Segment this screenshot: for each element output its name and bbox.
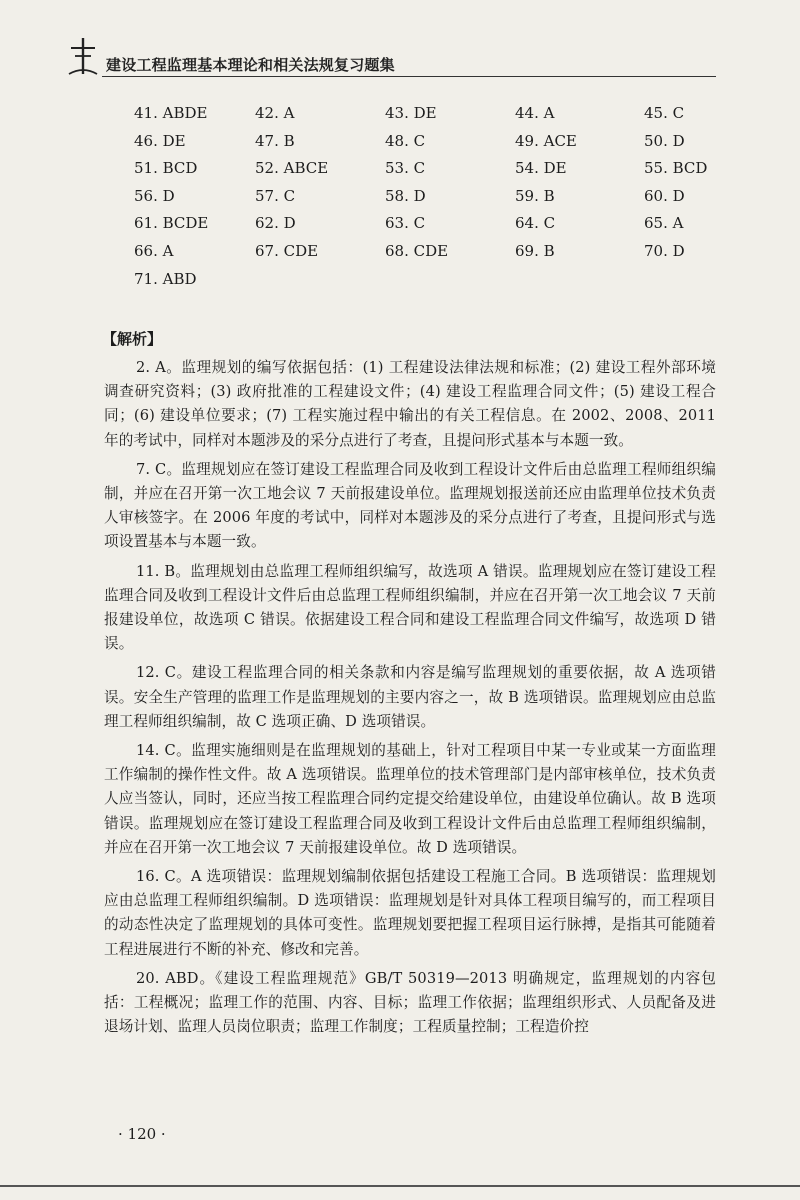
header-title: 建设工程监理基本理论和相关法规复习题集 <box>106 56 395 74</box>
running-header <box>66 30 716 80</box>
answer-item: 55. BCD <box>644 159 708 178</box>
answer-item: 57. C <box>255 186 296 205</box>
answer-item: 66. A <box>134 241 174 260</box>
answer-item: 54. DE <box>515 159 567 178</box>
analysis-paragraph: 20. ABD。《建设工程监理规范》GB/T 50319—2013 明确规定，监理规划的内容包括：工程概况；监理工作的范围、内容、目标；监理工作依据；监理组织形式、人员配备及进退场计划、监理人员岗位职责；监理工作制度；工程质量控制；工程造价控 <box>104 969 716 1036</box>
analysis-paragraph: 12. C。建设工程监理合同的相关条款和内容是编写监理规划的重要依据，故 A 选项错误。安全生产管理的监理工作是监理规划的主要内容之一，故 B 选项错误。监理规划应由总监理工程师组织编制，故 C 选项正确、D 选项错误。 <box>104 664 716 730</box>
answer-item: 69. B <box>515 241 555 260</box>
answer-item: 52. ABCE <box>255 159 329 178</box>
answer-item: 42. A <box>255 104 295 122</box>
analysis-paragraph: 7. C。监理规划应在签订建设工程监理合同及收到工程设计文件后由总监理工程师组织编制，并应在召开第一次工地会议 7 天前报建设单位。监理规划报送前还应由监理单位技术负责人审核签字。在 2006 年度的考试中，同样对本题涉及的采分点进行了考查，且提问形式与选项设置基本与本题一致。 <box>104 460 716 551</box>
answer-item: 43. DE <box>385 104 437 122</box>
answer-item: 56. D <box>134 186 175 205</box>
answer-item: 63. C <box>385 214 426 233</box>
page-number: · 120 · <box>118 1125 166 1143</box>
book-logo-icon <box>66 36 100 76</box>
analysis-paragraph: 2. A。监理规划的编写依据包括：(1) 工程建设法律法规和标准；(2) 建设工程外部环境调查研究资料；(3) 政府批准的工程建设文件；(4) 建设工程监理合同文件；(5) 建设工程合同；(6) 建设单位要求；(7) 工程实施过程中输出的有关工程信息。在 2002、2008、2011 年的考试中，同样对本题涉及的采分点进行了考查，且提问形式基本与本题一致。 <box>104 359 716 449</box>
answer-item: 61. BCDE <box>134 214 209 233</box>
answer-item: 51. BCD <box>134 159 198 178</box>
analysis-heading: 【解析】 <box>102 330 163 348</box>
answer-item: 65. A <box>644 214 684 233</box>
analysis-body <box>104 356 716 1044</box>
header-rule <box>102 76 716 77</box>
answer-item: 46. DE <box>134 131 186 150</box>
answer-item: 53. C <box>385 159 426 178</box>
analysis-paragraph: 16. C。A 选项错误：监理规划编制依据包括建设工程施工合同。B 选项错误：监理规划应由总监理工程师组织编制。D 选项错误：监理规划是针对具体工程项目编写的，而工程项目的动态性决定了监理规划的具体可变性。监理规划要把握工程项目运行脉搏，是指其可能随着工程进展进行不断的补充、修改和完善。 <box>104 868 716 958</box>
answer-item: 70. D <box>644 241 685 260</box>
answer-item: 62. D <box>255 214 296 233</box>
answer-item: 49. ACE <box>515 131 577 150</box>
answer-item: 64. C <box>515 214 556 233</box>
answer-item: 44. A <box>515 104 555 122</box>
answer-item: 68. CDE <box>385 241 449 260</box>
answer-item: 59. B <box>515 186 555 205</box>
analysis-paragraph: 14. C。监理实施细则是在监理规划的基础上，针对工程项目中某一专业或某一方面监理工作编制的操作性文件。故 A 选项错误。监理单位的技术管理部门是内部审核单位，技术负责人应当签认，同时，还应当按工程监理合同约定提交给建设单位，由建设单位确认。故 B 选项错误。监理规划应在签订建设工程监理合同及收到工程设计文件后由总监理工程师组织编制，并应在召开第一次工地会议 7 天前报建设单位。故 D 选项错误。 <box>104 742 716 856</box>
answer-item: 60. D <box>644 186 685 205</box>
answer-item: 41. ABDE <box>134 104 208 122</box>
answer-item: 58. D <box>385 186 426 205</box>
answer-item: 47. B <box>255 131 295 150</box>
bottom-edge-rule <box>0 1185 800 1187</box>
answer-item: 67. CDE <box>255 241 319 260</box>
answer-grid <box>134 102 734 291</box>
answer-item: 48. C <box>385 131 426 150</box>
analysis-paragraph: 11. B。监理规划由总监理工程师组织编写，故选项 A 错误。监理规划应在签订建设工程监理合同及收到工程设计文件后由总监理工程师组织编制，并应在召开第一次工地会议 7 天前报建设单位，故选项 C 错误。依据建设工程合同和建设工程监理合同文件编写，故选项 D 错误。 <box>104 562 716 653</box>
answer-item: 71. ABD <box>134 269 197 288</box>
answer-item: 45. C <box>644 104 685 122</box>
answer-item: 50. D <box>644 131 685 150</box>
